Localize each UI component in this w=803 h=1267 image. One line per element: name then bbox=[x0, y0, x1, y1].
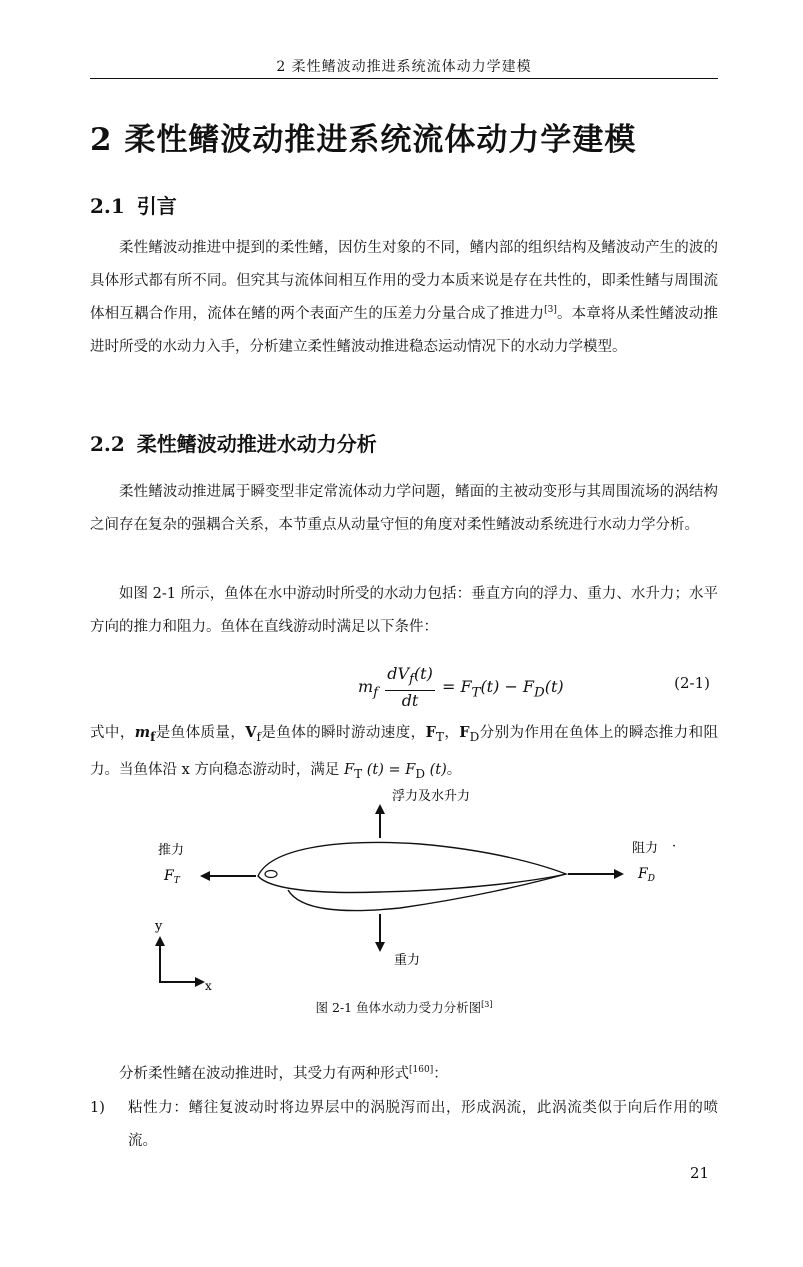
eq-fraction bbox=[385, 664, 435, 711]
section-number: 2.2 bbox=[90, 432, 125, 456]
text: 式中， bbox=[90, 725, 135, 741]
label-thrust-symbol bbox=[163, 868, 181, 886]
axis-x-label: x bbox=[205, 979, 212, 993]
figure-caption bbox=[90, 998, 718, 1016]
paragraph-hydro: 柔性鳍波动推进属于瞬变型非定常流体动力学问题，鳍面的主被动变形与其周围流场的涡结构之间存在复杂的强耦合关系，本节重点从动量守恒的角度对柔性鳍波动系统进行水动力学分析。 bbox=[90, 484, 718, 533]
symbol-sub: D bbox=[469, 729, 480, 744]
paragraph-forces: 如图 2-1 所示，鱼体在水中游动时所受的水动力包括：垂直方向的浮力、重力、水升力；水平方向的推力和阻力。鱼体在直线游动时满足以下条件： bbox=[90, 586, 718, 635]
citation-ref: [3] bbox=[544, 305, 557, 316]
label-drag: 阻力 bbox=[632, 841, 659, 856]
fish-body-outline bbox=[258, 842, 566, 892]
eq-mass-sub: f bbox=[373, 685, 379, 701]
paragraph-text: 。本章将从柔性鳍波动推进时所受的水动力入手，分析建立柔性鳍波动推进稳态运动情况下的水动力学模型。 bbox=[90, 306, 719, 355]
eq-rhs: (t) − F bbox=[480, 677, 535, 697]
header-rule bbox=[90, 78, 718, 79]
symbol: (t) bbox=[425, 761, 447, 778]
eq-mass: m bbox=[358, 677, 374, 697]
text: 是鱼体的瞬时游动速度， bbox=[261, 725, 426, 741]
section-heading-2-1 bbox=[90, 190, 177, 219]
symbol: F bbox=[344, 761, 355, 778]
section-heading-2-2 bbox=[90, 428, 377, 457]
text: ， bbox=[443, 725, 460, 741]
paragraph-text: ： bbox=[433, 1066, 448, 1082]
eq-numerator-arg: (t) bbox=[413, 664, 433, 683]
symbol: (t) = F bbox=[362, 761, 416, 778]
eq-numerator: dV bbox=[387, 664, 409, 683]
symbol: m bbox=[134, 724, 151, 741]
paragraph-intro bbox=[90, 232, 718, 364]
equation-number: (2-1) bbox=[674, 674, 710, 692]
label-buoyancy: 浮力及水升力 bbox=[392, 789, 471, 804]
symbol-sub: f bbox=[256, 729, 262, 744]
text: 分别为作用在鱼体上的瞬态推力和阻力。当鱼体沿 x 方向稳态游动时，满足 bbox=[90, 725, 719, 778]
citation-ref: [3] bbox=[481, 999, 493, 1009]
citation-ref: [160] bbox=[409, 1065, 434, 1076]
symbol: F bbox=[459, 724, 470, 741]
equation-body bbox=[358, 664, 564, 711]
symbol: F bbox=[425, 724, 436, 741]
symbol-sub: T bbox=[173, 876, 180, 886]
label-gravity: 重力 bbox=[394, 953, 421, 968]
text: 是鱼体质量， bbox=[155, 725, 246, 741]
eq-rhs-sub: D bbox=[534, 685, 545, 701]
symbol: V bbox=[245, 724, 257, 741]
symbol-sub: T bbox=[354, 766, 363, 781]
eq-denominator: dt bbox=[401, 691, 419, 711]
axis-y-label: y bbox=[155, 919, 163, 934]
eq-rhs-sub: T bbox=[471, 685, 481, 701]
label-drag-symbol bbox=[637, 866, 655, 884]
eq-rhs: = F bbox=[441, 677, 472, 697]
paragraph-text: 柔性鳍波动推进中提到的柔性鳍，因仿生对象的不同，鳍内部的组织结构及鳍波动产生的波的具体形式都有所不同。但究其与流体间相互作用的受力本质来说是存在共性的，即柔性鳍与周围流体相互耦合作用，流体在鳍的两个表面产生的压差力分量合成了推进力 bbox=[90, 240, 718, 322]
symbol-sub: f bbox=[150, 729, 156, 744]
eq-numerator-sub: f bbox=[409, 672, 414, 688]
caption-text: 图 2-1 鱼体水动力受力分析图 bbox=[315, 1000, 482, 1015]
symbol-sub: D bbox=[415, 766, 426, 781]
symbol-sub: T bbox=[435, 729, 444, 744]
label-drag-dot: · bbox=[672, 839, 677, 854]
section-title-text: 引言 bbox=[136, 194, 177, 218]
paragraph-two-forms bbox=[90, 1058, 718, 1091]
list-item bbox=[90, 1092, 718, 1158]
page-number: 21 bbox=[690, 1164, 710, 1182]
label-thrust: 推力 bbox=[158, 843, 185, 858]
text: 。 bbox=[446, 761, 462, 778]
list-marker: 1) bbox=[90, 1100, 105, 1116]
fish-eye bbox=[265, 871, 277, 878]
section-number: 2.1 bbox=[90, 194, 125, 218]
section-title-text: 柔性鳍波动推进水动力分析 bbox=[136, 432, 377, 456]
eq-rhs: (t) bbox=[544, 677, 564, 697]
symbol-text: F bbox=[164, 868, 174, 884]
list-text: 粘性力：鳍往复波动时将边界层中的涡脱泻而出，形成涡流，此涡流类似于向后作用的喷流。 bbox=[128, 1100, 718, 1149]
figure-fish-forces bbox=[0, 780, 803, 995]
symbol-sub: D bbox=[647, 874, 655, 884]
symbol-text: F bbox=[638, 866, 648, 882]
equation-2-1 bbox=[90, 656, 718, 716]
paragraph-text: 分析柔性鳍在波动推进时，其受力有两种形式 bbox=[119, 1066, 409, 1082]
running-head: 2 柔性鳍波动推进系统流体动力学建模 bbox=[276, 59, 532, 75]
chapter-title: 2 柔性鳍波动推进系统流体动力学建模 bbox=[90, 122, 637, 158]
